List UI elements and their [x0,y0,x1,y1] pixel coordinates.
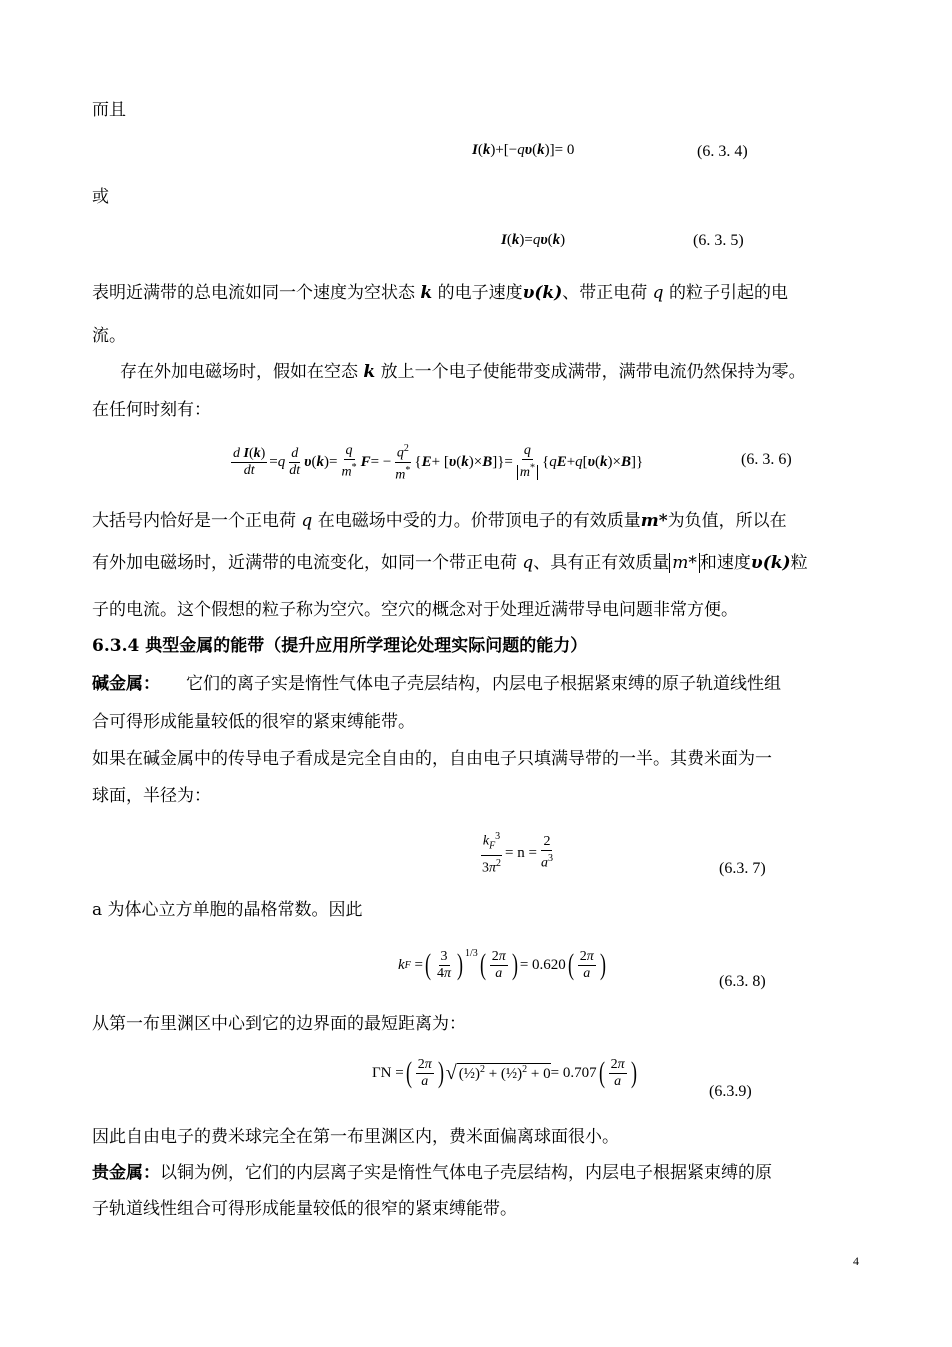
page-number: 4 [853,1254,859,1268]
text-line: a 为体心立方单胞的晶格常数。因此 [92,900,363,920]
equation-number: (6. 3. 5) [693,232,744,249]
equation-number: (6. 3. 4) [697,143,748,160]
text-span: 在电磁场中受的力。价带顶电子的有效质量 [312,511,641,531]
text-line: 子轨道线性组合可得形成能量较低的很窄的紧束缚能带。 [92,1199,517,1219]
symbol-q: q [522,553,534,573]
equation-6-3-7: $\frac{k_F^3}{3\pi^2}$ = n = $\frac{2}{a^3}$ [482,831,553,876]
equation-number: (6. 3. 6) [741,451,792,468]
text-line: 而且 [92,100,126,120]
equation-part: = 0.707 [550,1064,597,1081]
text-line: 球面，半径为： [92,786,211,806]
symbol-velocity: υ(k) [522,283,563,303]
symbol-velocity: υ(k) [750,553,791,573]
text-span: 它们的离子实是惰性气体电子壳层结构，内层电子根据紧束缚的原子轨道线性组 [186,674,781,694]
text-span: 大括号内恰好是一个正电荷 [92,511,302,531]
text-span: 的粒子引起的电 [663,283,788,303]
text-span: 的电子速度 [432,283,523,303]
text-line [92,281,867,305]
symbol-q: q [652,283,664,303]
text-line: 或 [92,187,109,207]
text-span: 放上一个电子使能带变成满带，满带电流仍然保持为零。 [375,362,806,382]
text-span: 存在外加电磁场时，假如在空态 [120,362,364,382]
text-line: 子的电流。这个假想的粒子称为空穴。空穴的概念对于处理近满带导电问题非常方便。 [92,600,738,620]
symbol-k: k [363,362,376,382]
alkali-metal-label: 碱金属： [92,674,160,694]
text-line [120,360,895,384]
text-span: 有外加电磁场时，近满带的电流变化，如同一个带正电荷 [92,553,523,573]
text-span: 为负值，所以在 [667,511,787,531]
text-line: 流。 [92,326,126,346]
text-span: 表明近满带的总电流如同一个速度为空状态 [92,283,421,303]
symbol-abs-mass: m* [669,553,700,573]
text-line: 在任何时刻有： [92,400,211,420]
text-line: 因此自由电子的费米球完全在第一布里渊区内，费米面偏离球面很小。 [92,1127,619,1147]
equation-part: = n = [505,844,537,861]
text-line [92,672,867,696]
equation-6-3-6: $\frac{\text{d I(k)}}{dt}$ = q $\frac{d}{dt}$ υ ( k )= $\frac{q}{m^*}$ F = − $\frac{q^2}{m^*}$ { E + [ υ ( k )× B ]}= $\frac{q}{m^*}$ { q E + q [ υ ( k )× B ]} [233,442,644,483]
symbol-q: q [301,511,313,531]
equation-number: (6.3.9) [709,1083,752,1100]
text-line: 如果在碱金属中的传导电子看成是完全自由的，自由电子只填满导带的一半。其费米面为一 [92,749,772,769]
equation-6-3-4: I ( k )+[− q υ ( k )]= 0 [472,142,575,158]
noble-metal-label: 贵金属： [92,1163,160,1183]
section-heading: 6.3.4 典型金属的能带（提升应用所学理论处理实际问题的能力） [92,636,588,656]
text-line [92,509,867,533]
equation-6-3-9: ΓN = ( $\frac{2\pi}{a}$ ) √ (½)$^2$ + (½)$^2$ + 0 = 0.707 ( $\frac{2\pi}{a}$ ) [372,1056,637,1089]
text-line [92,551,867,575]
text-span: 以铜为例，它们的内层离子实是惰性气体电子壳层结构，内层电子根据紧束缚的原 [160,1163,772,1183]
text-span: 粒 [790,553,808,573]
text-line: 合可得形成能量较低的很窄的紧束缚能带。 [92,712,415,732]
symbol-k: k [420,283,433,303]
equation-6-3-5: I ( k )= q υ ( k ) [501,232,566,248]
equation-number: (6.3. 8) [719,973,766,990]
text-span: 、带正电荷 [562,283,653,303]
text-line: 从第一布里渊区中心到它的边界面的最短距离为： [92,1014,466,1034]
equation-6-3-8: k F = ( $\frac{3}{4\pi}$ ) $^{1/3}$ ( $\frac{2\pi}{a}$ ) = 0.620 ( $\frac{2\pi}{a}$ ) [398,947,606,981]
symbol-effective-mass: m* [640,511,668,531]
text-span: 和速度 [699,553,751,573]
equation-number: (6.3. 7) [719,860,766,877]
equation-part: = 0.620 [519,956,566,973]
equation-part: ΓN = [372,1064,404,1081]
text-span: 、具有正有效质量 [533,553,670,573]
text-line [92,1161,867,1185]
